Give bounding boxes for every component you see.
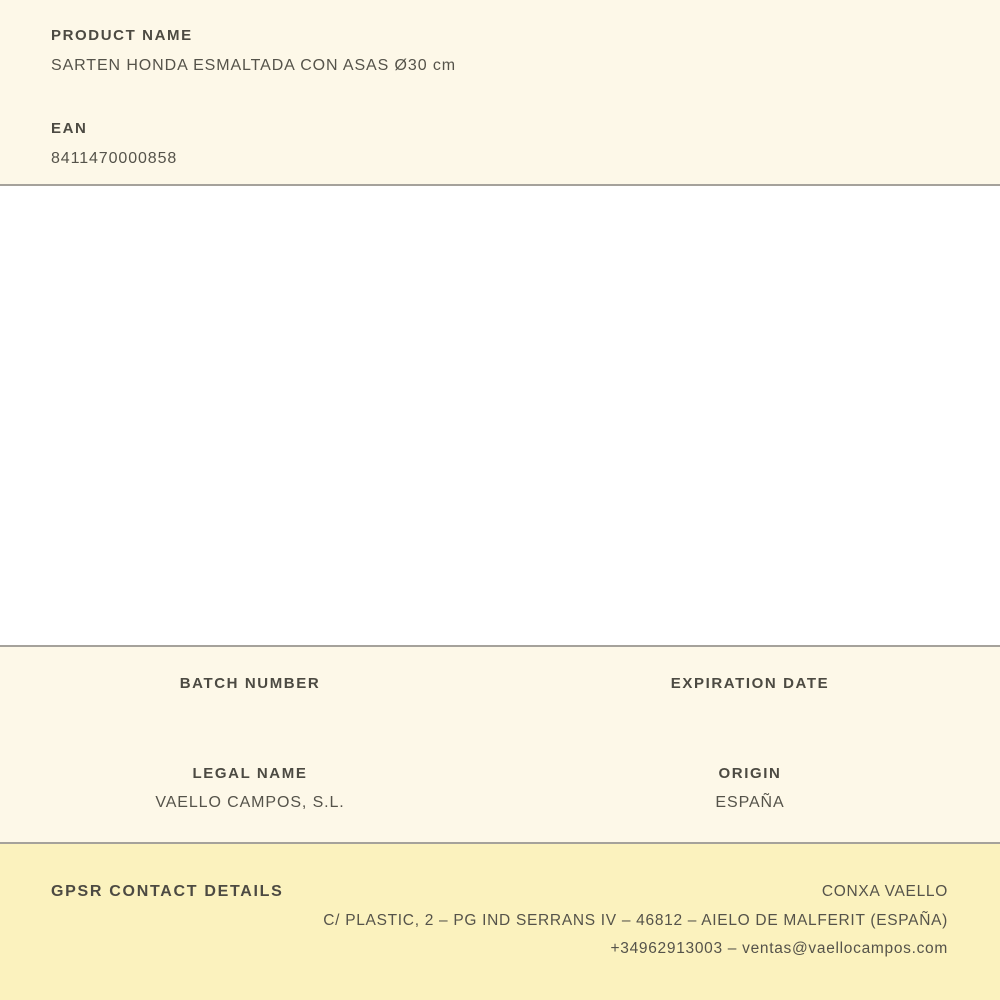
legal-name-value: VAELLO CAMPOS, S.L. [155,794,345,811]
batch-number-field [0,675,500,765]
ean-value: 8411470000858 [51,150,178,167]
product-name-field [51,27,950,76]
gpsr-contact-name: CONXA VAELLO [821,883,948,900]
ean-label: EAN [51,120,88,137]
batch-number-label: BATCH NUMBER [179,675,321,692]
expiration-date-field [500,675,1000,765]
expiration-date-label: EXPIRATION DATE [670,675,830,692]
gpsr-contact-phone-email: +34962913003 – ventas@vaellocampos.com [610,940,948,957]
legal-name-field [0,765,500,813]
legal-name-label: LEGAL NAME [192,765,308,782]
origin-field [500,765,1000,813]
ean-field [51,120,950,169]
product-name-value: SARTEN HONDA ESMALTADA CON ASAS Ø30 cm [51,57,456,74]
content-empty-area [0,186,1000,645]
origin-value: ESPAÑA [715,794,785,811]
details-section [0,645,1000,844]
origin-label: ORIGIN [718,765,782,782]
details-left-column [0,675,500,842]
gpsr-contact-details [323,882,948,959]
gpsr-contact-address: C/ PLASTIC, 2 – PG IND SERRANS IV – 46812 – AIELO DE MALFERIT (ESPAÑA) [323,911,948,929]
product-name-label: PRODUCT NAME [51,27,193,44]
product-info-section [0,0,1000,186]
gpsr-contact-title: GPSR CONTACT DETAILS [51,883,284,900]
details-right-column [500,675,1000,842]
gpsr-contact-section [0,844,1000,1000]
